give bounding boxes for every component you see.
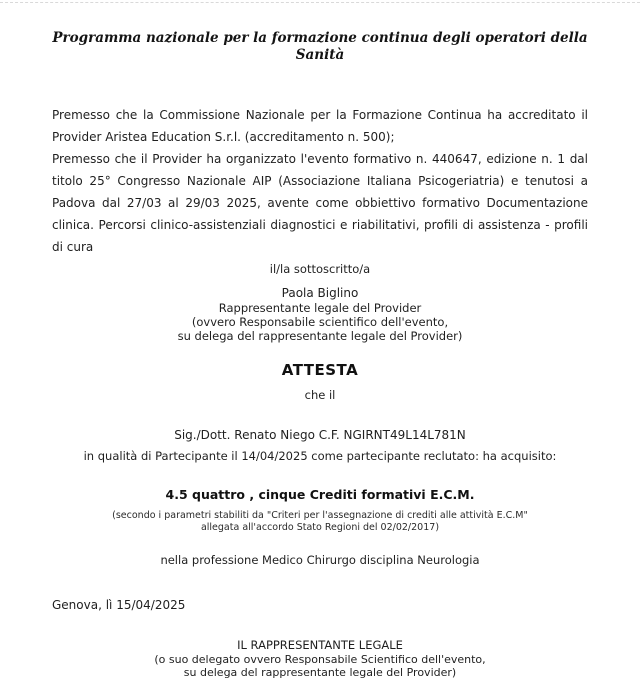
signer-name: Paola Biglino — [281, 286, 359, 300]
signer-role-line-1: Rappresentante legale del Provider — [218, 301, 422, 315]
credits-note — [52, 510, 588, 534]
premise-paragraph-2: Premesso che il Provider ha organizzato l'evento formativo n. 440647, edizione n. 1 dal titolo 25° Congresso Nazionale AIP (Associazione Italiana Psicogeriatria) e tenutosi a Padova dal 27/03 al 29/03 2025, avente come obbiettivo formativo Documentazione clinica. Percorsi clinico-assistenziali diagnostici e riabilitativi, profili di assistenza - profili di cura — [52, 152, 588, 254]
credits-line: 4.5 quattro , cinque Crediti formativi E.C.M. — [165, 487, 475, 502]
signer-role-line-2: (ovvero Responsabile scientifico dell'evento, — [191, 315, 449, 329]
premises-section — [52, 104, 588, 258]
signer-block — [52, 286, 588, 343]
page-top-edge — [0, 2, 640, 3]
participant-line: Sig./Dott. Renato Niego C.F. NGIRNT49L14L781N — [174, 428, 466, 442]
signature-note-line-1: (o suo delegato ovvero Responsabile Scientifico dell'evento, — [154, 653, 486, 666]
participation-detail: in qualità di Partecipante il 14/04/2025 come partecipante reclutato: ha acquisito: — [83, 449, 557, 463]
credits-note-line-2: allegata all'accordo Stato Regioni del 02/02/2017) — [200, 522, 440, 533]
signature-block — [52, 638, 588, 679]
signature-note-line-2: su delega del rappresentante legale del Provider) — [183, 666, 457, 679]
signature-title: IL RAPPRESENTANTE LEGALE — [237, 638, 403, 652]
subscriber-intro: il/la sottoscritto/a — [269, 262, 371, 276]
che-il-text: che il — [304, 388, 336, 402]
document-title: Programma nazionale per la formazione continua degli operatori della Sanità — [52, 30, 588, 63]
profession-line: nella professione Medico Chirurgo disciplina Neurologia — [160, 553, 480, 567]
credits-note-line-1: (secondo i parametri stabiliti da "Criteri per l'assegnazione di crediti alle attività E.C.M" — [112, 510, 528, 521]
place-date: Genova, lì 15/04/2025 — [52, 598, 186, 612]
attesta-heading: ATTESTA — [281, 361, 359, 379]
signer-role-line-3: su delega del rappresentante legale del Provider) — [177, 329, 463, 343]
premise-paragraph-1: Premesso che la Commissione Nazionale per la Formazione Continua ha accreditato il Provider Aristea Education S.r.l. (accreditamento n. 500); — [52, 108, 588, 144]
